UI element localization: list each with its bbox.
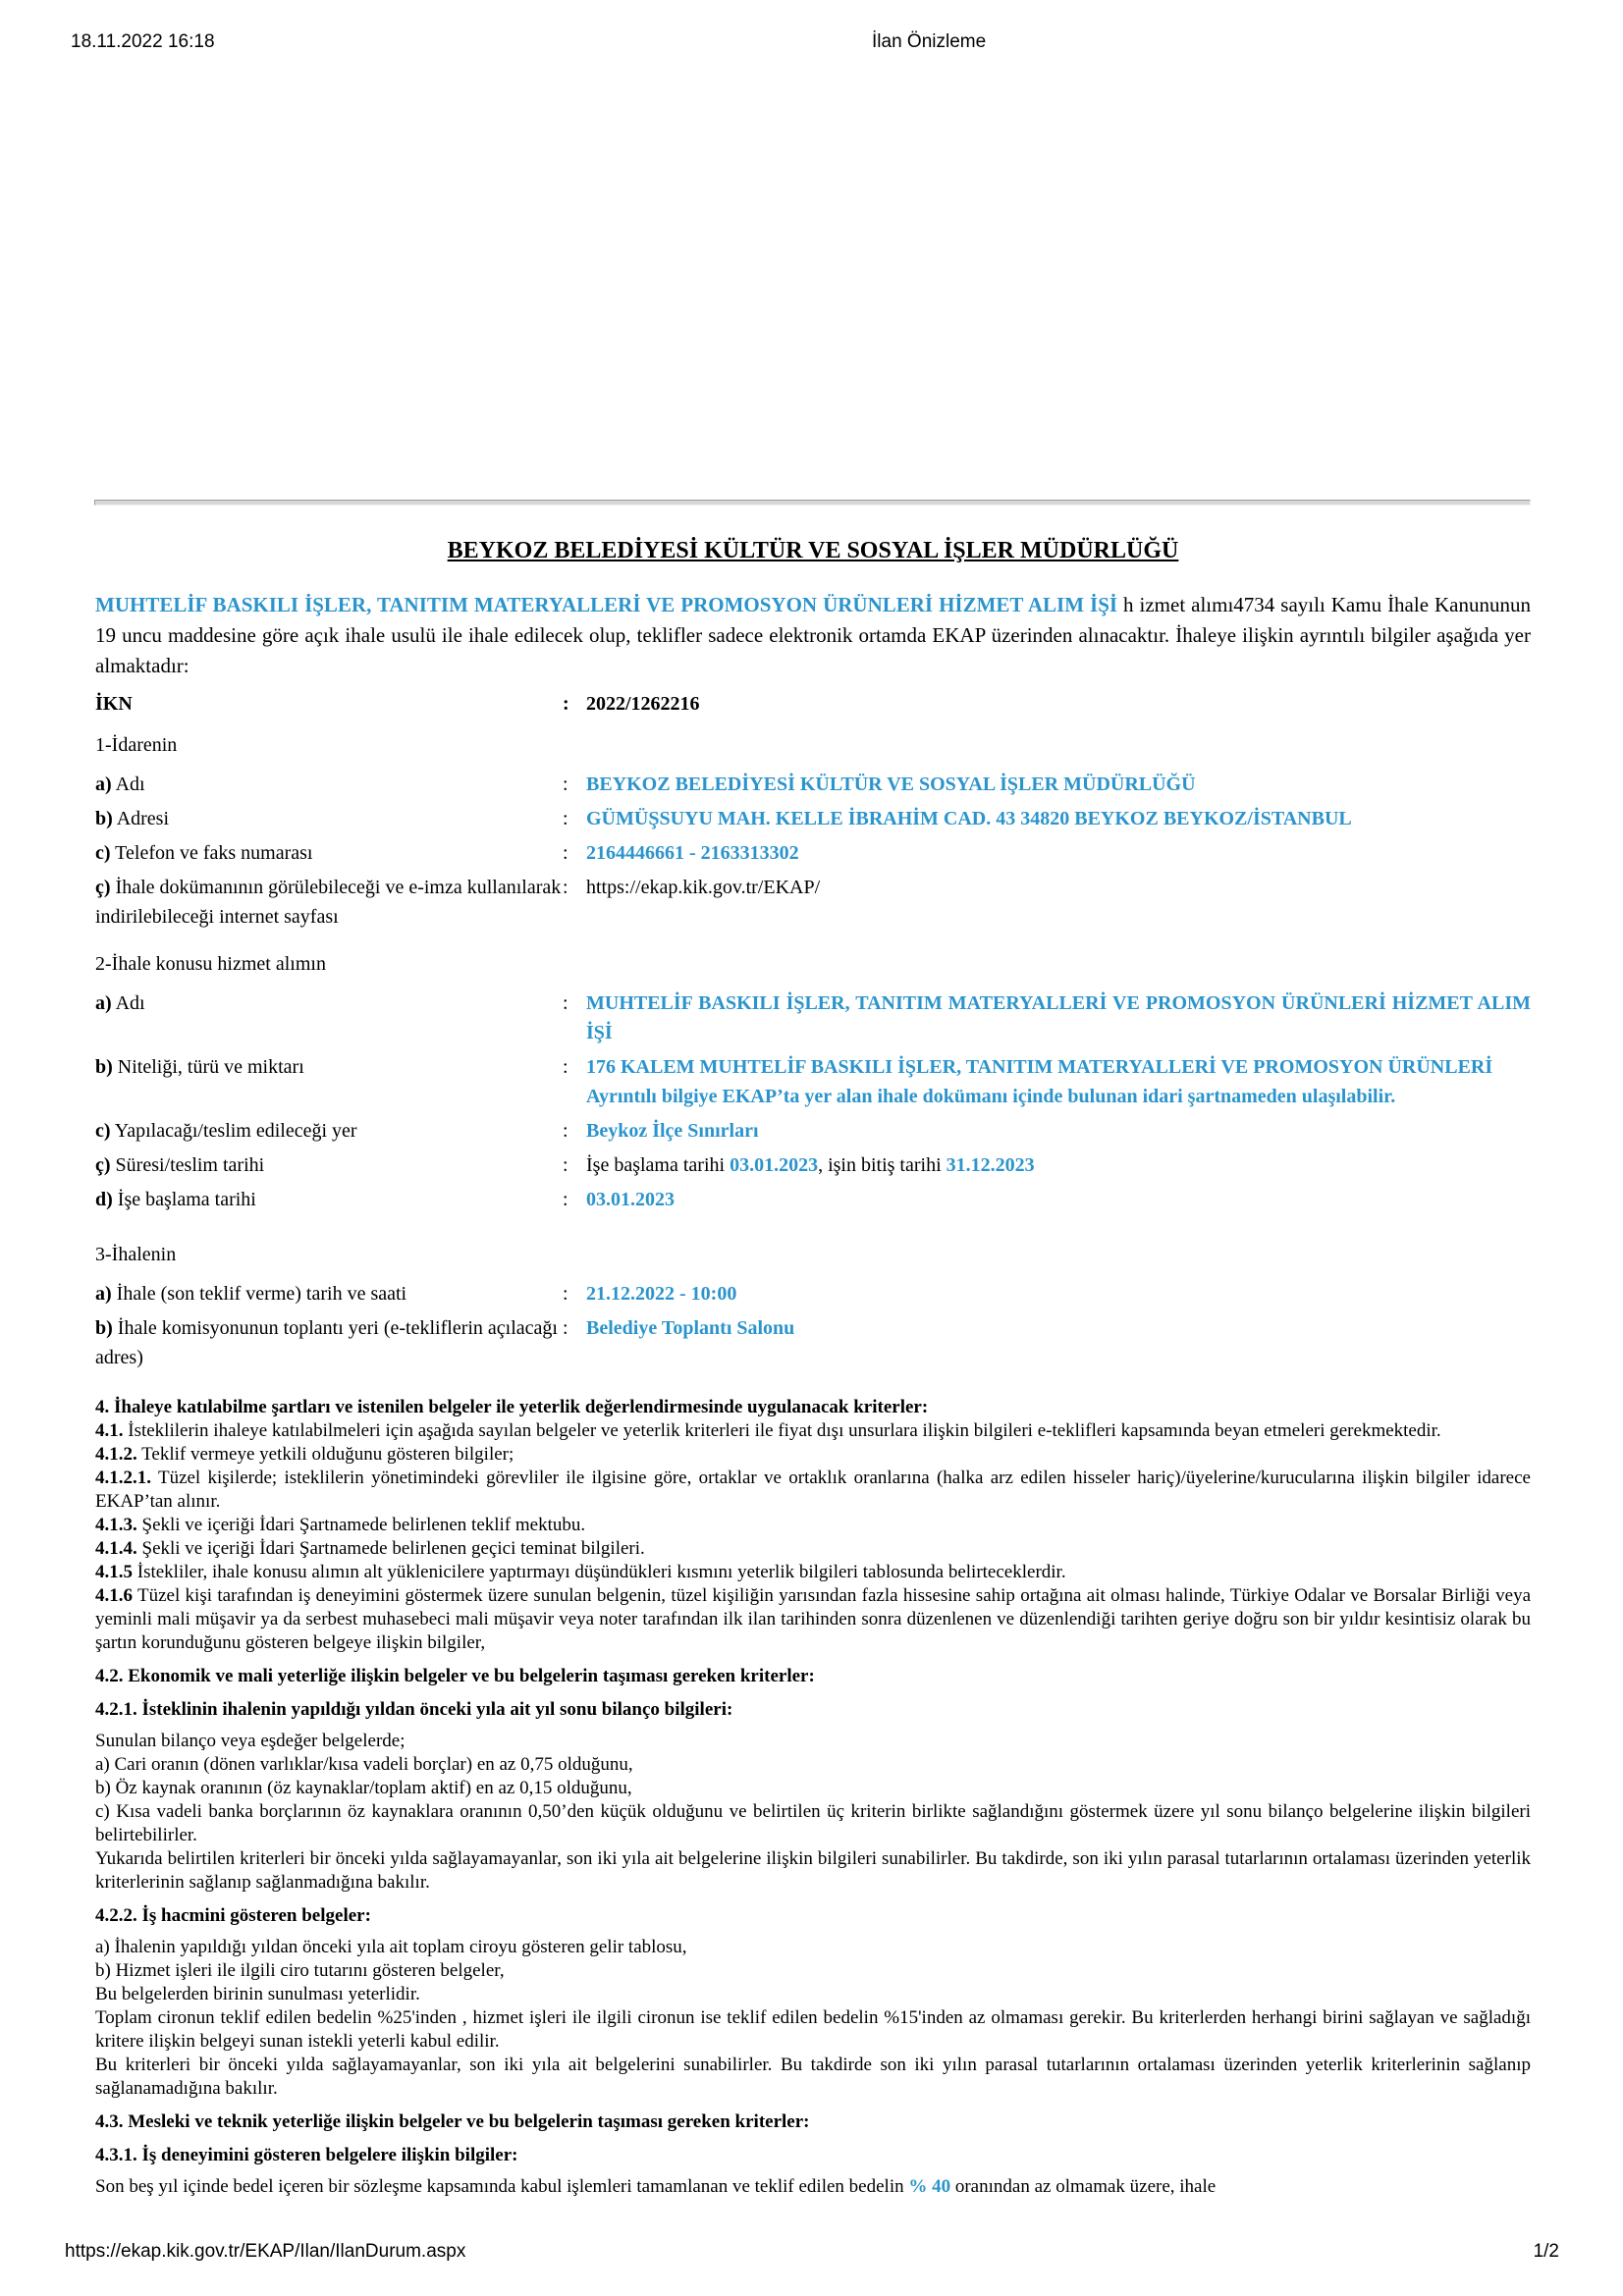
balance-item-c: c) Kısa vadeli banka borçlarının öz kaynaklara oranının 0,50’den küçük olduğunu ve belirtilen üç kriterin birlikte sağlandığını göstermek üzere yıl sonu bilanço belgelerine ilişkin bilgileri belirtebilirler. (95, 1801, 1531, 1845)
duration-text: İşe başlama tarihi (586, 1154, 730, 1176)
row-label-text: Telefon ve faks numarası (110, 842, 313, 864)
criterion-4-1-3 (95, 1514, 1531, 1537)
row-value: 21.12.2022 - 10:00 (586, 1283, 737, 1305)
criterion-4-3-1-heading: 4.3.1. İş deneyimini gösteren belgelere ilişkin bilgiler: (95, 2145, 518, 2165)
row-s2-c2 (95, 1150, 1531, 1180)
row-label (95, 873, 563, 932)
row-label (95, 804, 563, 833)
bold-prefix: 4.1. (95, 1420, 124, 1441)
row-value (586, 1150, 1531, 1180)
turnover-item-b: b) Hizmet işleri ile ilgili ciro tutarını gösteren belgeler, (95, 1960, 505, 1981)
row-s1-b (95, 804, 1531, 833)
criterion-4-1 (95, 1419, 1531, 1443)
row-value: BEYKOZ BELEDİYESİ KÜLTÜR VE SOSYAL İŞLER MÜDÜRLÜĞÜ (586, 774, 1196, 795)
ikn-value: 2022/1262216 (586, 693, 700, 715)
percentage-highlight: % 40 (908, 2176, 951, 2197)
row-value: https://ekap.kik.gov.tr/EKAP/ (586, 877, 821, 898)
bold-prefix: 4.1.5 (95, 1562, 133, 1582)
section-2-heading: 2-İhale konusu hizmet alımın (95, 953, 326, 975)
row-letter: c) (95, 1120, 111, 1142)
row-value: Belediye Toplantı Salonu (586, 1317, 795, 1339)
row-label (95, 1185, 563, 1214)
participation-criteria-section (95, 1396, 1531, 2199)
intro-paragraph (95, 590, 1531, 681)
bold-prefix: 4.1.2. (95, 1444, 137, 1465)
row-label (95, 1116, 563, 1146)
row-label-text: Adresi (112, 808, 170, 829)
colon: : (563, 1189, 568, 1210)
row-s1-c (95, 838, 1531, 868)
row-label (95, 838, 563, 868)
row-label-text: İhale (son teklif verme) tarih ve saati (111, 1283, 407, 1305)
criterion-4-1-6 (95, 1584, 1531, 1655)
row-label-text: Yapılacağı/teslim edileceği yer (110, 1120, 357, 1142)
paragraph-text: oranından az olmamak üzere, ihale (950, 2176, 1217, 2197)
row-s2-c (95, 1116, 1531, 1146)
row-letter: b) (95, 1317, 113, 1339)
row-label (95, 988, 563, 1047)
row-label-text: İhale komisyonunun toplantı yeri (e-tekliflerin açılacağı adres) (95, 1317, 558, 1368)
document-body (95, 538, 1531, 2199)
section-3-heading: 3-İhalenin (95, 1244, 177, 1265)
colon: : (563, 774, 568, 795)
criterion-4-2-2-heading: 4.2.2. İş hacmini gösteren belgeler: (95, 1905, 371, 1926)
duration-text: , işin bitiş tarihi (818, 1154, 947, 1176)
row-value: 03.01.2023 (586, 1189, 675, 1210)
paragraph-text: İstekliler, ihale konusu alımın alt yüklenicilere yaptırmayı düşündükleri kısmını yeterlik bilgileri tablosunda belirteceklerdir. (133, 1562, 1066, 1582)
row-s2-d (95, 1185, 1531, 1214)
criterion-4-heading: 4. İhaleye katılabilme şartları ve istenilen belgeler ile yeterlik değerlendirmesinde uygulanacak kriterler: (95, 1397, 929, 1417)
bold-prefix: 4.1.6 (95, 1585, 133, 1606)
tender-name-highlight: MUHTELİF BASKILI İŞLER, TANITIM MATERYALLERİ VE PROMOSYON ÜRÜNLERİ HİZMET ALIM İŞİ (95, 593, 1118, 616)
row-ikn (95, 689, 1531, 719)
quantity-text: 176 KALEM MUHTELİF BASKILI İŞLER, TANITIM MATERYALLERİ VE PROMOSYON ÜRÜNLERİ (586, 1056, 1493, 1078)
turnover-note-3: Bu kriterleri bir önceki yılda sağlayamayanlar, son iki yıla ait belgelerini sunabilirler. Bu takdirde son iki yılın parasal tutarlarının ortalaması üzerinden yeterlik kriterlerinin sağlanıp sağlanamadığına bakılır. (95, 2055, 1531, 2099)
intro-text: h izmet alımı4734 sayılı Kamu İhale Kanununun 19 uncu maddesine göre açık ihale usulü ile ihale edilecek olup, teklifler sadece elektronik ortamda EKAP üzerinden alınacaktır. İhaleye ilişkin ayrıntılı bilgiler aşağıda yer almaktadır: (95, 593, 1532, 677)
colon: : (563, 992, 568, 1014)
criterion-4-1-2 (95, 1443, 1531, 1467)
row-s2-b (95, 1052, 1531, 1111)
quantity-note: Ayrıntılı bilgiye EKAP’ta yer alan ihale dokümanı içinde bulunan idari şartnameden ulaşılabilir. (586, 1086, 1396, 1107)
criterion-4-3-heading: 4.3. Mesleki ve teknik yeterliğe ilişkin belgeler ve bu belgelerin taşıması gereken kriterler: (95, 2111, 810, 2132)
paragraph-text: Teklif vermeye yetkili olduğunu gösteren bilgiler; (136, 1444, 514, 1465)
row-label-text: İhale dokümanının görülebileceği ve e-imza kullanılarak indirilebileceği internet sayfası (95, 877, 562, 928)
print-footer-page-number: 1/2 (1533, 2241, 1559, 2262)
row-s1-c2 (95, 873, 1531, 932)
colon: : (563, 1283, 568, 1305)
row-value: GÜMÜŞSUYU MAH. KELLE İBRAHİM CAD. 43 34820 BEYKOZ BEYKOZ/İSTANBUL (586, 808, 1352, 829)
turnover-note-1: Bu belgelerden birinin sunulması yeterlidir. (95, 1984, 420, 2004)
row-label (95, 1313, 563, 1372)
row-label-text: Süresi/teslim tarihi (110, 1154, 265, 1176)
colon: : (563, 842, 568, 864)
row-s1-a (95, 770, 1531, 799)
row-label-text: İşe başlama tarihi (112, 1189, 256, 1210)
row-label-text: Adı (111, 774, 145, 795)
organization-title-text: BEYKOZ BELEDİYESİ KÜLTÜR VE SOSYAL İŞLER MÜDÜRLÜĞÜ (447, 538, 1179, 563)
criterion-4-1-5 (95, 1561, 1531, 1584)
experience-paragraph (95, 2175, 1531, 2199)
row-letter: ç) (95, 877, 111, 898)
ikn-label: İKN (95, 693, 133, 715)
balance-fallback-note: Yukarıda belirtilen kriterleri bir önceki yılda sağlayamayanlar, son iki yıla ait belgelerine ilişkin bilgileri sunabilirler. Bu takdirde, son iki yılın parasal tutarlarının ortalaması üzerinden yeterlik kriterlerinin sağlanıp sağlanmadığına bakılır. (95, 1848, 1531, 1893)
row-value: Beykoz İlçe Sınırları (586, 1120, 759, 1142)
row-label-text: Adı (111, 992, 145, 1014)
row-value (586, 1052, 1531, 1111)
balance-sheet-intro: Sunulan bilanço veya eşdeğer belgelerde; (95, 1731, 406, 1751)
row-letter: a) (95, 774, 112, 795)
bold-prefix: 4.1.4. (95, 1538, 137, 1559)
colon: : (563, 1154, 568, 1176)
colon: : (563, 693, 569, 715)
row-label (95, 1279, 563, 1308)
turnover-item-a: a) İhalenin yapıldığı yıldan önceki yıla ait toplam ciroyu gösteren gelir tablosu, (95, 1937, 687, 1957)
row-label (95, 1150, 563, 1180)
start-date: 03.01.2023 (730, 1154, 819, 1176)
turnover-note-2: Toplam cironun teklif edilen bedelin %25'inden , hizmet işleri ile ilgili cironun ise teklif edilen bedelin %15'inden az olmaması gerekir. Bu kriterlerden herhangi birini sağlayan ve sağladığı kritere ilişkin belgeyi sunan istekli yeterli kabul edilir. (95, 2007, 1531, 2052)
bold-prefix: 4.1.3. (95, 1515, 137, 1535)
paragraph-text: Tüzel kişilerde; isteklilerin yönetimindeki görevliler ile ilgisine göre, ortaklar ve ortaklık oranlarına (halka arz edilen hisseler hariç)/üyelerine/kurucularına ilişkin bilgiler idarece EKAP’tan alınır. (95, 1468, 1531, 1512)
row-s3-a (95, 1279, 1531, 1308)
criterion-4-1-2-1 (95, 1467, 1531, 1514)
colon: : (563, 808, 568, 829)
paragraph-text: Şekli ve içeriği İdari Şartnamede belirlenen teklif mektubu. (136, 1515, 586, 1535)
row-label (95, 1052, 563, 1111)
row-letter: b) (95, 808, 113, 829)
paragraph-text: Son beş yıl içinde bedel içeren bir sözleşme kapsamında kabul işlemleri tamamlanan ve teklif edilen bedelin (95, 2176, 909, 2197)
row-letter: b) (95, 1056, 113, 1078)
paragraph-text: Tüzel kişi tarafından iş deneyimini göstermek üzere sunulan belgenin, tüzel kişiliğin yarısından fazla hissesine sahip ortağına ait olması halinde, Türkiye Odalar ve Borsalar Birliği veya yeminli mali müşavir ya da serbest muhasebeci mali müşavir veya noter tarafından ilk ilan tarihinden sonra düzenlenen ve düzenlendiği tarihten geriye doğru son bir yıldır kesintisiz olarak bu şartın korunduğunu gösteren belgeye ilişkin bilgiler, (95, 1585, 1531, 1653)
colon: : (563, 1317, 568, 1339)
row-letter: ç) (95, 1154, 111, 1176)
section-1-heading: 1-İdarenin (95, 734, 178, 756)
row-value: 2164446661 - 2163313302 (586, 842, 799, 864)
row-letter: c) (95, 842, 111, 864)
colon: : (563, 877, 568, 898)
balance-item-b: b) Öz kaynak oranının (öz kaynaklar/toplam aktif) en az 0,15 olduğunu, (95, 1778, 632, 1798)
criterion-4-2-1-heading: 4.2.1. İsteklinin ihalenin yapıldığı yıldan önceki yıla ait yıl sonu bilanço bilgileri: (95, 1699, 733, 1720)
row-s3-b (95, 1313, 1531, 1372)
row-letter: a) (95, 992, 112, 1014)
row-s2-a (95, 988, 1531, 1047)
horizontal-rule (94, 500, 1531, 506)
print-header-title: İlan Önizleme (872, 31, 987, 52)
criterion-4-1-4 (95, 1537, 1531, 1561)
paragraph-text: İsteklilerin ihaleye katılabilmeleri için aşağıda sayılan belgeler ve yeterlik kriterleri ile fiyat dışı unsurlara ilişkin bilgileri e-teklifleri kapsamında beyan etmeleri gerekmektedir. (123, 1420, 1441, 1441)
row-letter: d) (95, 1189, 113, 1210)
criterion-4-2-heading: 4.2. Ekonomik ve mali yeterliğe ilişkin belgeler ve bu belgelerin taşıması gereken kriterler: (95, 1666, 815, 1686)
row-value: MUHTELİF BASKILI İŞLER, TANITIM MATERYALLERİ VE PROMOSYON ÜRÜNLERİ HİZMET ALIM İŞİ (586, 992, 1531, 1043)
balance-item-a: a) Cari oranın (dönen varlıklar/kısa vadeli borçlar) en az 0,75 olduğunu, (95, 1754, 633, 1775)
colon: : (563, 1120, 568, 1142)
row-letter: a) (95, 1283, 112, 1305)
row-label-text: Niteliği, türü ve miktarı (112, 1056, 304, 1078)
colon: : (563, 1056, 568, 1078)
print-footer-url: https://ekap.kik.gov.tr/EKAP/Ilan/IlanDurum.aspx (65, 2241, 466, 2262)
bold-prefix: 4.1.2.1. (95, 1468, 151, 1488)
organization-title (95, 538, 1531, 564)
print-header-datetime: 18.11.2022 16:18 (71, 31, 215, 52)
end-date: 31.12.2023 (946, 1154, 1035, 1176)
paragraph-text: Şekli ve içeriği İdari Şartnamede belirlenen geçici teminat bilgileri. (136, 1538, 645, 1559)
row-label (95, 770, 563, 799)
